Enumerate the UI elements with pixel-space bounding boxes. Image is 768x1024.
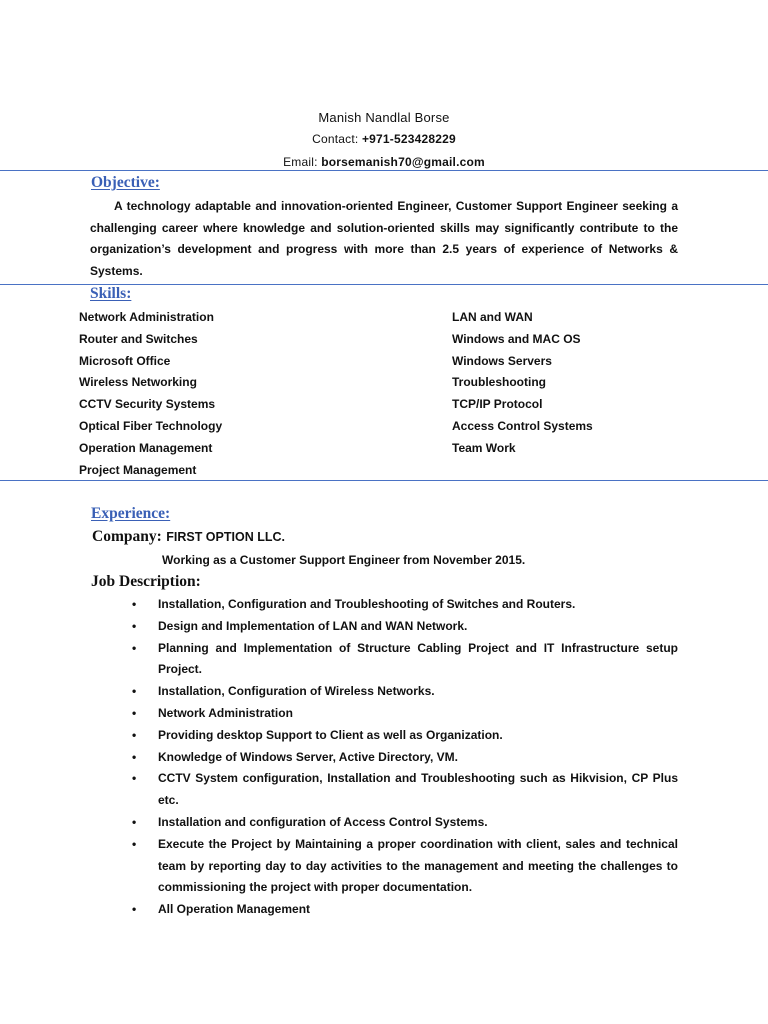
duty-item bbox=[132, 768, 678, 812]
duty-text: Providing desktop Support to Client as well as Organization. bbox=[158, 727, 503, 742]
bullet-icon: • bbox=[132, 684, 137, 699]
skills-heading: Skills: bbox=[90, 285, 132, 302]
skill-item: Team Work bbox=[452, 440, 516, 455]
skill-item: Network Administration bbox=[79, 310, 214, 324]
bullet-icon: • bbox=[132, 705, 137, 720]
duty-item bbox=[132, 594, 678, 616]
duty-text: Execute the Project by Maintaining a proper coordination with client, sales and technical team by reporting day to day activities to the management and meeting the challenges to commissioning the project with proper documentation. bbox=[158, 836, 678, 895]
duty-text: Planning and Implementation of Structure Cabling Project and IT Infrastructure setup Project. bbox=[158, 640, 678, 677]
skill-item: Troubleshooting bbox=[452, 375, 546, 390]
duty-text: Installation, Configuration of Wireless Networks. bbox=[158, 684, 435, 699]
duty-item bbox=[132, 812, 678, 834]
skill-item: Optical Fiber Technology bbox=[79, 418, 223, 433]
role-summary: Working as a Customer Support Engineer from November 2015. bbox=[162, 553, 526, 567]
duty-item bbox=[132, 747, 678, 769]
duty-item bbox=[132, 638, 678, 682]
duty-text: All Operation Management bbox=[158, 902, 311, 917]
experience-heading: Experience: bbox=[91, 505, 171, 522]
contact-label: Contact: bbox=[312, 132, 359, 146]
job-duties-list bbox=[132, 594, 678, 921]
duty-item bbox=[132, 616, 678, 638]
duty-text: CCTV System configuration, Installation and Troubleshooting such as Hikvision, CP Plus etc. bbox=[158, 771, 678, 808]
candidate-name: Manish Nandlal Borse bbox=[318, 110, 450, 125]
bullet-icon: • bbox=[132, 618, 137, 633]
bullet-icon: • bbox=[132, 727, 137, 742]
duty-text: Design and Implementation of LAN and WAN Network. bbox=[158, 618, 468, 633]
objective-heading: Objective: bbox=[91, 174, 160, 191]
email-line bbox=[0, 155, 768, 169]
skill-item: Wireless Networking bbox=[79, 375, 197, 390]
bullet-icon: • bbox=[132, 640, 137, 655]
skills-list-left bbox=[79, 307, 222, 481]
skill-item: TCP/IP Protocol bbox=[452, 397, 543, 412]
section-divider bbox=[0, 170, 768, 171]
skill-item: Operation Management bbox=[79, 440, 213, 455]
bullet-icon: • bbox=[132, 771, 137, 786]
email-label: Email: bbox=[283, 155, 318, 169]
duty-item bbox=[132, 681, 678, 703]
objective-paragraph bbox=[90, 196, 678, 282]
skill-item: Router and Switches bbox=[79, 331, 198, 346]
company-name: FIRST OPTION LLC. bbox=[166, 530, 285, 544]
company-label: Company: bbox=[92, 528, 162, 545]
bullet-icon: • bbox=[132, 814, 137, 829]
skill-item: LAN and WAN bbox=[452, 310, 533, 324]
duty-item bbox=[132, 703, 678, 725]
duty-item bbox=[132, 899, 678, 921]
bullet-icon: • bbox=[132, 902, 137, 917]
bullet-icon: • bbox=[132, 597, 137, 611]
duty-text: Installation, Configuration and Troubleshooting of Switches and Routers. bbox=[158, 597, 576, 611]
skill-item: Access Control Systems bbox=[452, 418, 593, 433]
duty-item bbox=[132, 725, 678, 747]
skill-item: Windows Servers bbox=[452, 353, 552, 368]
duty-text: Network Administration bbox=[158, 705, 293, 720]
skill-item: Windows and MAC OS bbox=[452, 331, 581, 346]
skills-list-right bbox=[452, 307, 593, 460]
skill-item: Microsoft Office bbox=[79, 353, 171, 368]
skill-item: CCTV Security Systems bbox=[79, 397, 216, 412]
duty-item bbox=[132, 834, 678, 899]
company-line bbox=[92, 528, 285, 546]
email-address[interactable]: borsemanish70@gmail.com bbox=[321, 155, 485, 169]
duty-text: Installation and configuration of Access Control Systems. bbox=[158, 814, 488, 829]
duty-text: Knowledge of Windows Server, Active Directory, VM. bbox=[158, 749, 458, 764]
job-description-heading: Job Description: bbox=[91, 573, 201, 590]
contact-line bbox=[0, 132, 768, 146]
objective-text: A technology adaptable and innovation-oriented Engineer, Customer Support Engineer seeking a challenging career where knowledge and solution-oriented skills may significantly contribute to the organization’s development and progress with more than 2.5 years of experience of Networks & Systems. bbox=[90, 199, 678, 278]
section-divider bbox=[0, 480, 768, 481]
contact-phone: +971-523428229 bbox=[361, 132, 456, 146]
bullet-icon: • bbox=[132, 836, 137, 851]
bullet-icon: • bbox=[132, 749, 137, 764]
skill-item: Project Management bbox=[79, 462, 197, 477]
